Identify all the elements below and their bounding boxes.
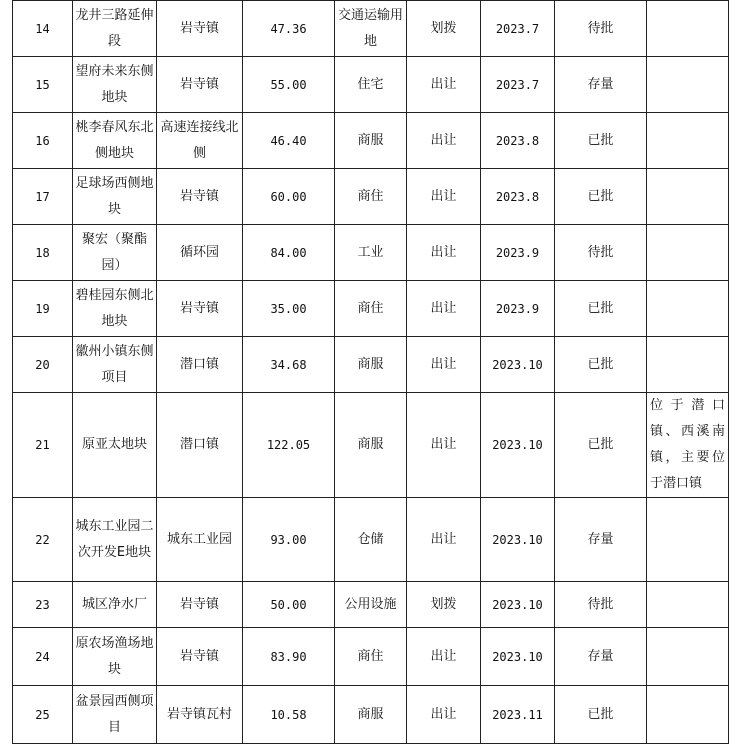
cell-area: 46.40 (243, 113, 335, 169)
cell-note (647, 686, 729, 744)
cell-name: 原农场渔场地块 (73, 628, 157, 686)
cell-name: 盆景园西侧项目 (73, 686, 157, 744)
cell-name: 足球场西侧地块 (73, 169, 157, 225)
cell-name: 碧桂园东侧北地块 (73, 281, 157, 337)
cell-area: 93.00 (243, 498, 335, 582)
cell-no: 21 (13, 393, 73, 498)
cell-note (647, 498, 729, 582)
cell-location: 高速连接线北侧 (157, 113, 243, 169)
cell-use: 商住 (335, 281, 407, 337)
cell-note (647, 57, 729, 113)
cell-date: 2023.9 (481, 225, 555, 281)
cell-area: 83.90 (243, 628, 335, 686)
cell-area: 122.05 (243, 393, 335, 498)
cell-status: 已批 (555, 393, 647, 498)
table-row (13, 628, 729, 686)
cell-status: 已批 (555, 686, 647, 744)
cell-status: 存量 (555, 57, 647, 113)
cell-location: 岩寺镇 (157, 582, 243, 628)
cell-location: 城东工业园 (157, 498, 243, 582)
cell-name: 城区净水厂 (73, 582, 157, 628)
cell-note (647, 628, 729, 686)
cell-note: 位于潜口镇、西溪南镇，主要位于潜口镇 (647, 393, 729, 498)
cell-use: 商服 (335, 686, 407, 744)
table-row (13, 113, 729, 169)
cell-method: 出让 (407, 169, 481, 225)
cell-date: 2023.10 (481, 582, 555, 628)
cell-method: 出让 (407, 498, 481, 582)
cell-use: 工业 (335, 225, 407, 281)
cell-method: 出让 (407, 281, 481, 337)
cell-no: 14 (13, 1, 73, 57)
cell-location: 潜口镇 (157, 393, 243, 498)
cell-use: 公用设施 (335, 582, 407, 628)
cell-status: 已批 (555, 337, 647, 393)
cell-date: 2023.7 (481, 1, 555, 57)
cell-method: 出让 (407, 686, 481, 744)
cell-area: 50.00 (243, 582, 335, 628)
cell-date: 2023.8 (481, 169, 555, 225)
cell-use: 商服 (335, 337, 407, 393)
cell-method: 出让 (407, 113, 481, 169)
cell-status: 待批 (555, 1, 647, 57)
cell-no: 18 (13, 225, 73, 281)
table-row (13, 1, 729, 57)
cell-method: 出让 (407, 337, 481, 393)
cell-no: 20 (13, 337, 73, 393)
cell-method: 划拨 (407, 582, 481, 628)
cell-use: 商服 (335, 393, 407, 498)
cell-note (647, 169, 729, 225)
cell-name: 望府未来东侧地块 (73, 57, 157, 113)
cell-use: 商住 (335, 628, 407, 686)
cell-status: 已批 (555, 169, 647, 225)
cell-name: 徽州小镇东侧项目 (73, 337, 157, 393)
cell-area: 35.00 (243, 281, 335, 337)
cell-note (647, 225, 729, 281)
table-row (13, 393, 729, 498)
cell-method: 出让 (407, 57, 481, 113)
cell-location: 岩寺镇 (157, 281, 243, 337)
cell-area: 47.36 (243, 1, 335, 57)
cell-name: 原亚太地块 (73, 393, 157, 498)
table-row (13, 582, 729, 628)
cell-date: 2023.9 (481, 281, 555, 337)
cell-name: 城东工业园二次开发E地块 (73, 498, 157, 582)
cell-no: 19 (13, 281, 73, 337)
cell-no: 16 (13, 113, 73, 169)
cell-date: 2023.10 (481, 393, 555, 498)
cell-use: 商住 (335, 169, 407, 225)
cell-no: 23 (13, 582, 73, 628)
cell-date: 2023.10 (481, 498, 555, 582)
cell-location: 岩寺镇 (157, 57, 243, 113)
cell-status: 待批 (555, 582, 647, 628)
cell-location: 岩寺镇 (157, 169, 243, 225)
cell-location: 岩寺镇 (157, 628, 243, 686)
cell-method: 出让 (407, 393, 481, 498)
cell-no: 24 (13, 628, 73, 686)
cell-location: 循环园 (157, 225, 243, 281)
cell-name: 桃李春风东北侧地块 (73, 113, 157, 169)
table-row (13, 57, 729, 113)
cell-note (647, 582, 729, 628)
cell-area: 10.58 (243, 686, 335, 744)
cell-use: 交通运输用地 (335, 1, 407, 57)
cell-status: 待批 (555, 225, 647, 281)
cell-name: 龙井三路延伸段 (73, 1, 157, 57)
cell-date: 2023.10 (481, 337, 555, 393)
cell-date: 2023.7 (481, 57, 555, 113)
cell-area: 84.00 (243, 225, 335, 281)
table-body (13, 1, 729, 744)
cell-method: 划拨 (407, 1, 481, 57)
cell-date: 2023.8 (481, 113, 555, 169)
cell-method: 出让 (407, 225, 481, 281)
cell-status: 存量 (555, 628, 647, 686)
table-row (13, 281, 729, 337)
cell-use: 住宅 (335, 57, 407, 113)
cell-area: 34.68 (243, 337, 335, 393)
cell-method: 出让 (407, 628, 481, 686)
cell-location: 岩寺镇瓦村 (157, 686, 243, 744)
cell-note (647, 113, 729, 169)
cell-use: 商服 (335, 113, 407, 169)
cell-area: 60.00 (243, 169, 335, 225)
cell-note (647, 1, 729, 57)
cell-status: 已批 (555, 113, 647, 169)
cell-date: 2023.10 (481, 628, 555, 686)
table-row (13, 498, 729, 582)
table-row (13, 337, 729, 393)
cell-no: 25 (13, 686, 73, 744)
cell-location: 潜口镇 (157, 337, 243, 393)
cell-note (647, 281, 729, 337)
table-row (13, 686, 729, 744)
table-row (13, 169, 729, 225)
table-row (13, 225, 729, 281)
cell-area: 55.00 (243, 57, 335, 113)
cell-name: 聚宏（聚酯园） (73, 225, 157, 281)
cell-location: 岩寺镇 (157, 1, 243, 57)
cell-date: 2023.11 (481, 686, 555, 744)
cell-no: 17 (13, 169, 73, 225)
cell-no: 22 (13, 498, 73, 582)
cell-no: 15 (13, 57, 73, 113)
cell-status: 存量 (555, 498, 647, 582)
cell-use: 仓储 (335, 498, 407, 582)
cell-note (647, 337, 729, 393)
cell-status: 已批 (555, 281, 647, 337)
land-parcel-table (12, 0, 729, 744)
